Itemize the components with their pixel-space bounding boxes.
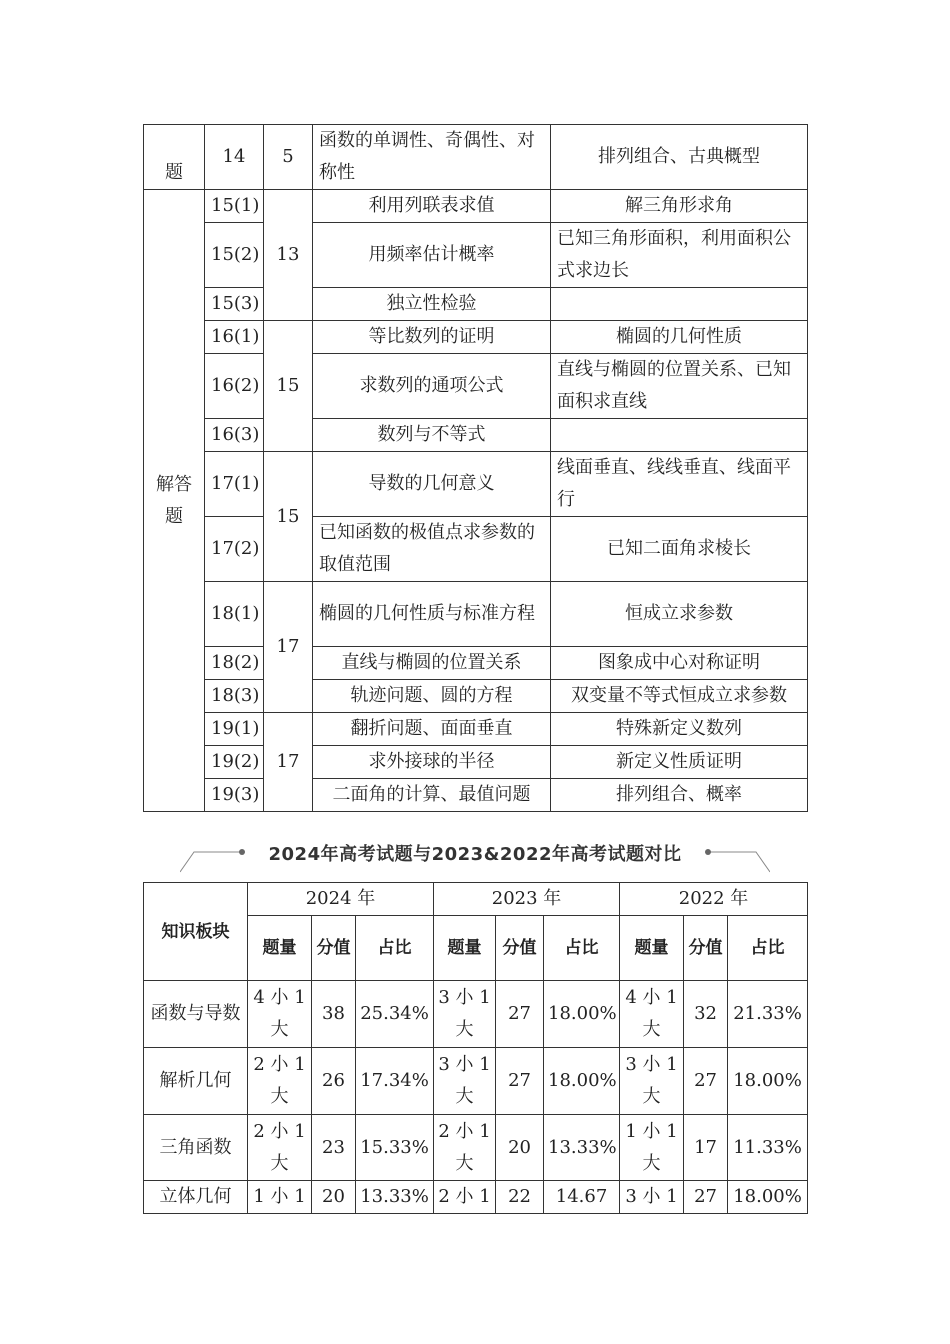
- table-row: [144, 223, 808, 288]
- column-header-count: 题量: [434, 916, 496, 981]
- ratio-2023: 18.00%: [544, 1048, 620, 1115]
- point-2023: 图象成中心对称证明: [551, 647, 808, 680]
- point-2023: 解三角形求角: [551, 190, 808, 223]
- question-number: 18(1): [205, 582, 264, 647]
- point-2024: 导数的几何意义: [313, 452, 551, 517]
- point-2023: [551, 419, 808, 452]
- exam-points-table: [143, 124, 808, 812]
- point-2023: 恒成立求参数: [551, 582, 808, 647]
- score-2024: 20: [312, 1181, 356, 1214]
- point-2023: 线面垂直、线线垂直、线面平行: [551, 452, 808, 517]
- score-2023: 22: [496, 1181, 544, 1214]
- table-row: [144, 288, 808, 321]
- score-cell: 5: [264, 125, 313, 190]
- column-header-2022: 2022 年: [620, 883, 808, 916]
- column-header-count: 题量: [248, 916, 312, 981]
- block-name: 三角函数: [144, 1115, 248, 1181]
- point-2024: 函数的单调性、奇偶性、对称性: [313, 125, 551, 190]
- table-row: [144, 582, 808, 647]
- question-number: 15(2): [205, 223, 264, 288]
- point-2024: 独立性检验: [313, 288, 551, 321]
- table-row: [144, 354, 808, 419]
- ratio-2022: 21.33%: [728, 981, 808, 1048]
- table-row: [144, 713, 808, 746]
- ratio-2023: 18.00%: [544, 981, 620, 1048]
- table-row: [144, 321, 808, 354]
- point-2023: 特殊新定义数列: [551, 713, 808, 746]
- block-name: 立体几何: [144, 1181, 248, 1214]
- banner-title: 2024年高考试题与2023&2022年高考试题对比: [180, 840, 770, 866]
- question-number: 18(2): [205, 647, 264, 680]
- ratio-2024: 13.33%: [356, 1181, 434, 1214]
- table-row: [144, 981, 808, 1048]
- score-2023: 27: [496, 1048, 544, 1115]
- score-2022: 17: [684, 1115, 728, 1181]
- point-2023: [551, 288, 808, 321]
- point-2023: 椭圆的几何性质: [551, 321, 808, 354]
- category-cell: 解答题: [144, 190, 205, 812]
- score-2024: 38: [312, 981, 356, 1048]
- table-row: [144, 125, 808, 190]
- point-2024: 用频率估计概率: [313, 223, 551, 288]
- count-2022: 3 小 1: [620, 1181, 684, 1214]
- ratio-2022: 18.00%: [728, 1048, 808, 1115]
- count-2024: 4 小 1 大: [248, 981, 312, 1048]
- score-2022: 27: [684, 1181, 728, 1214]
- point-2024: 数列与不等式: [313, 419, 551, 452]
- comparison-table: [143, 882, 808, 1214]
- column-header-ratio: 占比: [728, 916, 808, 981]
- question-number: 19(1): [205, 713, 264, 746]
- count-2023: 2 小 1 大: [434, 1115, 496, 1181]
- count-2022: 4 小 1 大: [620, 981, 684, 1048]
- question-number: 19(3): [205, 779, 264, 812]
- count-2022: 1 小 1 大: [620, 1115, 684, 1181]
- question-number: 16(2): [205, 354, 264, 419]
- category-cell: 题: [144, 125, 205, 190]
- point-2023: 已知二面角求棱长: [551, 517, 808, 582]
- point-2023: 排列组合、概率: [551, 779, 808, 812]
- question-number: 15(3): [205, 288, 264, 321]
- count-2023: 3 小 1 大: [434, 1048, 496, 1115]
- score-cell: 15: [264, 321, 313, 452]
- point-2024: 求外接球的半径: [313, 746, 551, 779]
- count-2022: 3 小 1 大: [620, 1048, 684, 1115]
- table-header-row: [144, 883, 808, 916]
- table-row: [144, 419, 808, 452]
- ratio-2024: 25.34%: [356, 981, 434, 1048]
- score-2023: 20: [496, 1115, 544, 1181]
- ratio-2023: 14.67: [544, 1181, 620, 1214]
- ratio-2022: 11.33%: [728, 1115, 808, 1181]
- score-cell: 17: [264, 582, 313, 713]
- column-header-block: 知识板块: [144, 883, 248, 981]
- table-row: [144, 452, 808, 517]
- point-2023: 排列组合、古典概型: [551, 125, 808, 190]
- point-2024: 已知函数的极值点求参数的取值范围: [313, 517, 551, 582]
- point-2024: 二面角的计算、最值问题: [313, 779, 551, 812]
- point-2023: 直线与椭圆的位置关系、已知面积求直线: [551, 354, 808, 419]
- question-number: 17(1): [205, 452, 264, 517]
- count-2023: 2 小 1: [434, 1181, 496, 1214]
- question-number: 15(1): [205, 190, 264, 223]
- score-2024: 23: [312, 1115, 356, 1181]
- point-2024: 利用列联表求值: [313, 190, 551, 223]
- table-row: [144, 647, 808, 680]
- question-number: 19(2): [205, 746, 264, 779]
- score-cell: 13: [264, 190, 313, 321]
- question-number: 18(3): [205, 680, 264, 713]
- point-2024: 轨迹问题、圆的方程: [313, 680, 551, 713]
- count-2024: 2 小 1 大: [248, 1048, 312, 1115]
- column-header-score: 分值: [312, 916, 356, 981]
- table-row: [144, 680, 808, 713]
- point-2024: 求数列的通项公式: [313, 354, 551, 419]
- score-2024: 26: [312, 1048, 356, 1115]
- score-2022: 27: [684, 1048, 728, 1115]
- column-header-score: 分值: [496, 916, 544, 981]
- question-number: 16(3): [205, 419, 264, 452]
- point-2024: 直线与椭圆的位置关系: [313, 647, 551, 680]
- table-row: [144, 517, 808, 582]
- point-2024: 椭圆的几何性质与标准方程: [313, 582, 551, 647]
- column-header-2023: 2023 年: [434, 883, 620, 916]
- table-row: [144, 1115, 808, 1181]
- point-2023: 新定义性质证明: [551, 746, 808, 779]
- block-name: 解析几何: [144, 1048, 248, 1115]
- count-2023: 3 小 1 大: [434, 981, 496, 1048]
- score-cell: 17: [264, 713, 313, 812]
- table-row: [144, 1181, 808, 1214]
- ratio-2023: 13.33%: [544, 1115, 620, 1181]
- question-number: 16(1): [205, 321, 264, 354]
- count-2024: 2 小 1 大: [248, 1115, 312, 1181]
- point-2023: 双变量不等式恒成立求参数: [551, 680, 808, 713]
- table-row: [144, 190, 808, 223]
- point-2023: 已知三角形面积，利用面积公式求边长: [551, 223, 808, 288]
- column-header-score: 分值: [684, 916, 728, 981]
- column-header-count: 题量: [620, 916, 684, 981]
- point-2024: 翻折问题、面面垂直: [313, 713, 551, 746]
- score-2023: 27: [496, 981, 544, 1048]
- question-number: 14: [205, 125, 264, 190]
- column-header-2024: 2024 年: [248, 883, 434, 916]
- ratio-2022: 18.00%: [728, 1181, 808, 1214]
- column-header-ratio: 占比: [356, 916, 434, 981]
- question-number: 17(2): [205, 517, 264, 582]
- ratio-2024: 17.34%: [356, 1048, 434, 1115]
- table-row: [144, 746, 808, 779]
- ratio-2024: 15.33%: [356, 1115, 434, 1181]
- count-2024: 1 小 1: [248, 1181, 312, 1214]
- point-2024: 等比数列的证明: [313, 321, 551, 354]
- table-row: [144, 779, 808, 812]
- score-cell: 15: [264, 452, 313, 582]
- table-row: [144, 1048, 808, 1115]
- section-banner: [180, 822, 770, 874]
- column-header-ratio: 占比: [544, 916, 620, 981]
- score-2022: 32: [684, 981, 728, 1048]
- block-name: 函数与导数: [144, 981, 248, 1048]
